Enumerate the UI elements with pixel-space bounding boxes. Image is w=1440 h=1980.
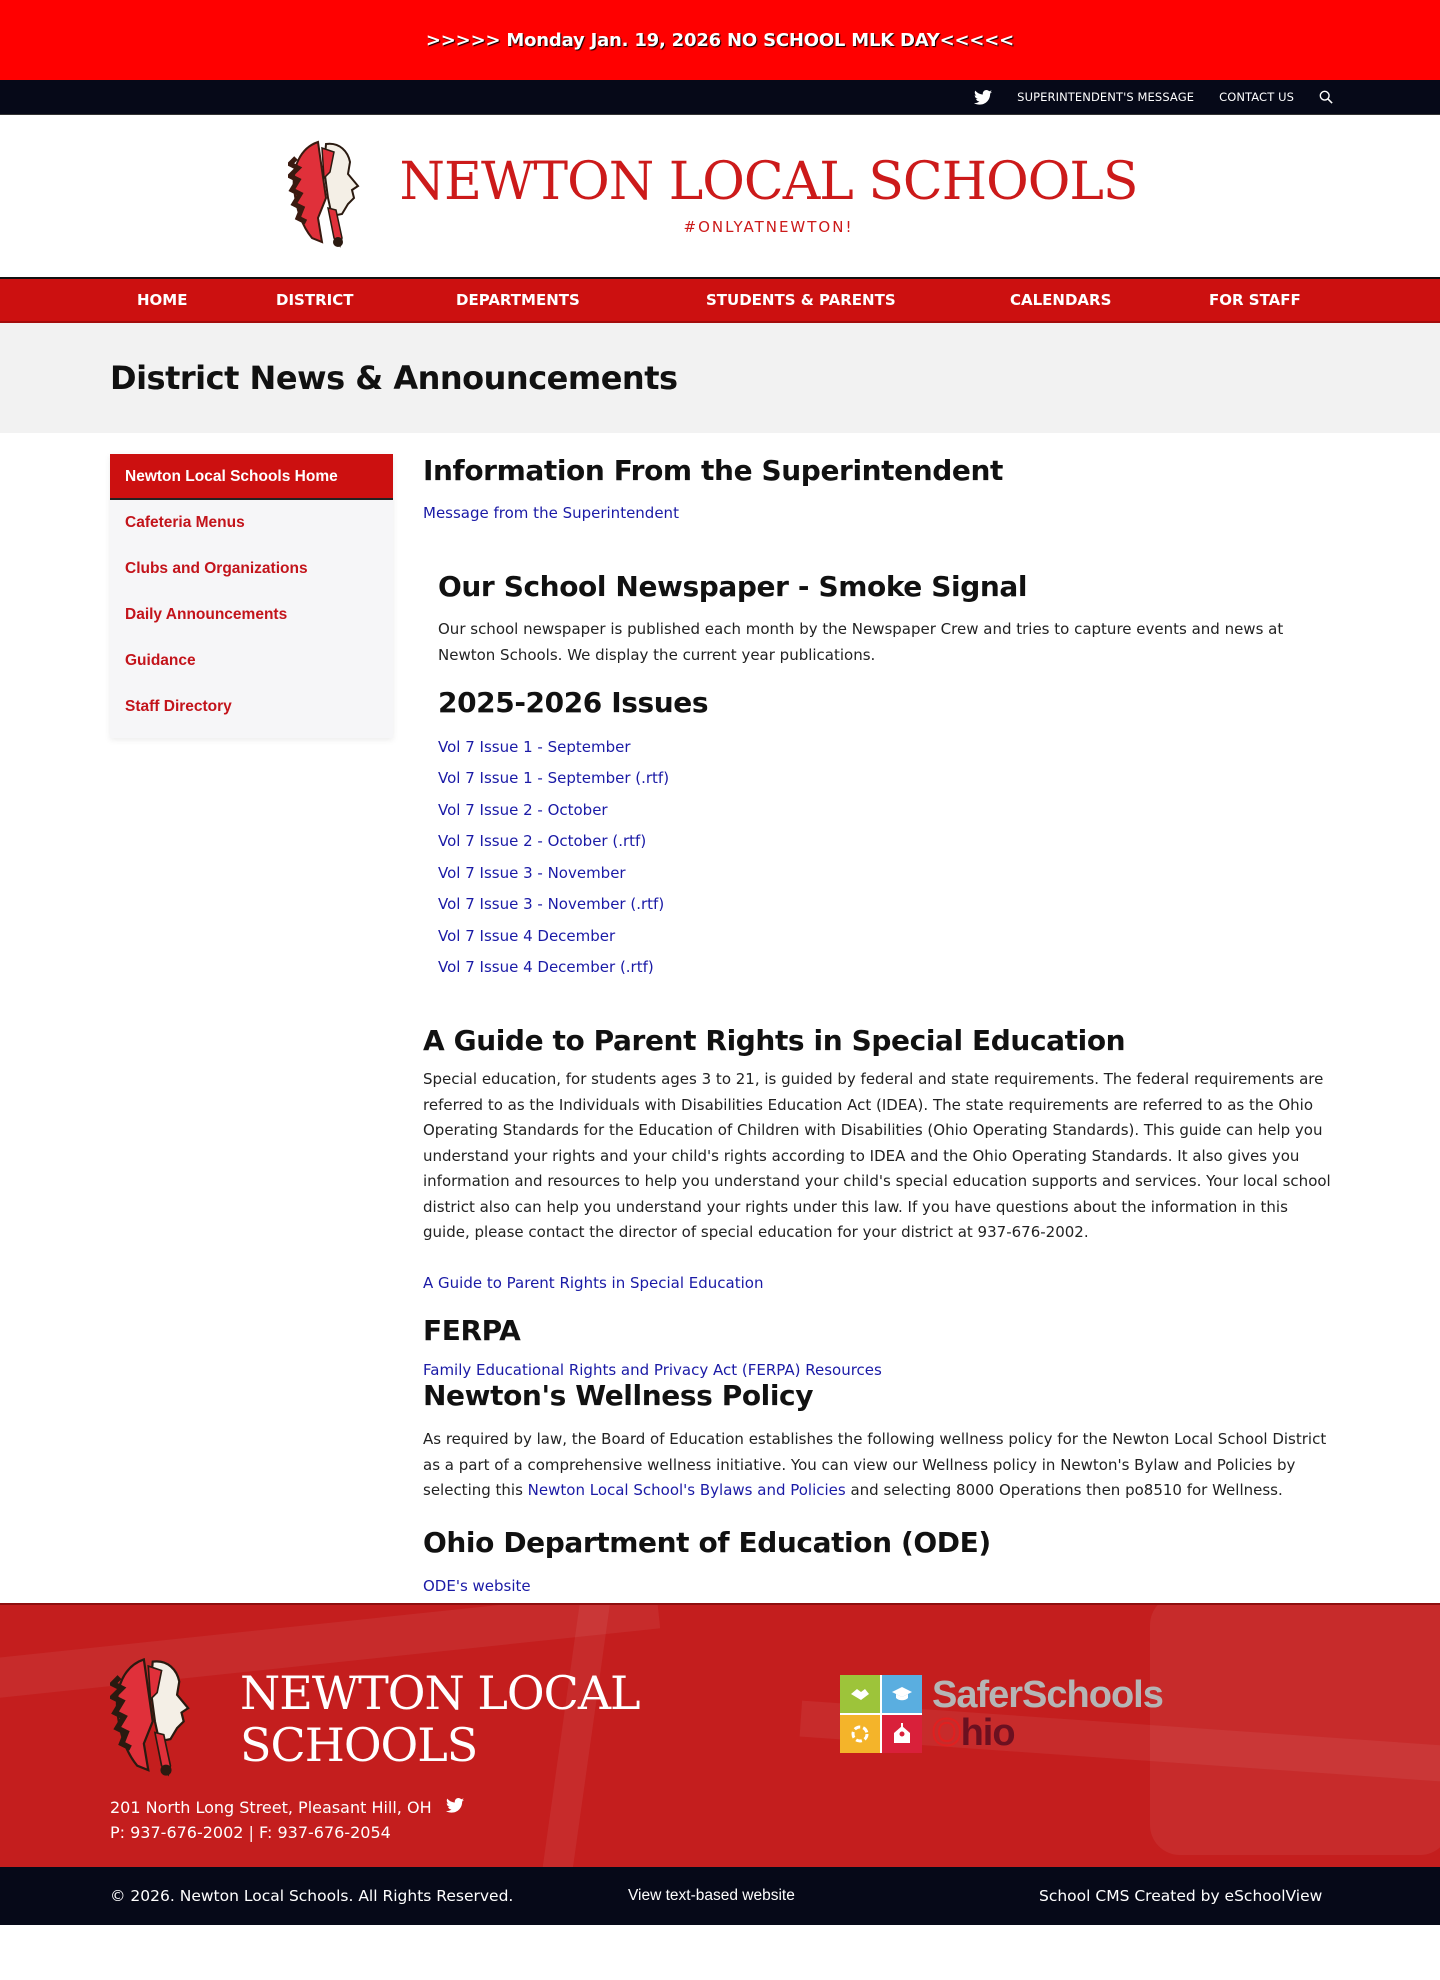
sidebar-item-staff-directory[interactable]: Staff Directory: [125, 698, 232, 715]
schoolhouse-icon: [882, 1715, 922, 1753]
nav-home[interactable]: HOME: [137, 291, 188, 309]
footer-title: [240, 1667, 640, 1771]
brand-header: [0, 115, 1440, 279]
nav-district[interactable]: DISTRICT: [276, 291, 354, 309]
footer-title-line1: NEWTON LOCAL: [240, 1666, 640, 1721]
footer-contact: [110, 1795, 432, 1845]
nav-calendars[interactable]: CALENDARS: [1010, 291, 1112, 309]
parent-rights-body: Special education, for students ages 3 to 21, is guided by federal and state requirements. The federal requirements are referred to as the Individuals with Disabilities Education Act (IDEA). The state requirements are referred to as the Ohio Operating Standards for the Education of Children with Disabilities (Ohio Operating Standards). This guide can help you understand your rights and your child's rights according to IDEA and the Ohio Operating Standards. It also gives you information and resources to help you understand your child's special education supports and services. Your local school district also can help you understand your rights under this law. If you have questions about the information in this guide, please contact the director of special education for your district at 937-676-2002.: [423, 1070, 1331, 1242]
issue-link[interactable]: Vol 7 Issue 3 - November: [438, 863, 626, 882]
home-logo-link[interactable]: [288, 138, 1138, 254]
footer: [0, 1603, 1440, 1867]
wellness-body: [423, 1427, 1338, 1504]
parent-rights-heading: A Guide to Parent Rights in Special Education: [423, 1023, 1126, 1057]
sidebar-item-cafeteria-menus[interactable]: Cafeteria Menus: [125, 514, 245, 531]
sidebar-nav: [110, 454, 393, 738]
wellness-section: [423, 1379, 1338, 1503]
alert-banner: [0, 0, 1440, 80]
safer-schools-wordmark: [932, 1674, 1163, 1755]
issue-link[interactable]: Vol 7 Issue 1 - September (.rtf): [438, 769, 670, 788]
footer-bg-decoration: [1150, 1603, 1440, 1855]
safer-schools-text: SaferSchools: [932, 1674, 1163, 1717]
utility-bar: [0, 80, 1440, 115]
wellness-body-text-end: and selecting 8000 Operations then po8510 for Wellness.: [845, 1481, 1283, 1500]
nav-students-parents[interactable]: STUDENTS & PARENTS: [706, 291, 896, 309]
nav-departments[interactable]: DEPARTMENTS: [456, 291, 580, 309]
content-area: [0, 433, 1440, 1599]
superintendent-message-link[interactable]: Message from the Superintendent: [423, 503, 679, 522]
newspaper-section: [423, 570, 1338, 984]
issue-link[interactable]: Vol 7 Issue 3 - November (.rtf): [438, 895, 665, 914]
issue-list: [438, 732, 1338, 984]
wellness-body-text: As required by law, the Board of Education establishes the following wellness policy for the Newton Local School District as a part of a comprehensive wellness initiative. You can view our Wellness policy in Newton's Bylaw and Policies by selecting this: [423, 1430, 1327, 1500]
page-title: District News & Announcements: [110, 359, 678, 397]
page-header: [0, 323, 1440, 433]
issues-heading: 2025-2026 Issues: [438, 686, 709, 720]
mascot-logo-icon: [288, 138, 388, 254]
sidebar-item-guidance[interactable]: Guidance: [125, 652, 196, 669]
footer-logo: [110, 1655, 640, 1783]
twitter-icon[interactable]: [446, 1798, 464, 1817]
handshake-icon: [840, 1675, 880, 1713]
superintendent-section: [423, 454, 1338, 522]
footer-title-line2: SCHOOLS: [240, 1718, 478, 1773]
ohio-rest: hio: [960, 1712, 1015, 1755]
sidebar-item-clubs[interactable]: Clubs and Organizations: [125, 560, 308, 577]
alert-text: >>>>> Monday Jan. 19, 2026 NO SCHOOL MLK DAY<<<<<: [425, 29, 1015, 51]
footer-phone: P: 937-676-2002 | F: 937-676-2054: [110, 1823, 391, 1843]
wellness-heading: Newton's Wellness Policy: [423, 1379, 814, 1413]
brand-title: NEWTON LOCAL SCHOOLS: [399, 152, 1138, 212]
ode-website-link[interactable]: ODE's website: [423, 1577, 531, 1596]
twitter-icon[interactable]: [974, 90, 992, 105]
parent-rights-section: [423, 1024, 1338, 1292]
copyright-text: © 2026. Newton Local Schools. All Rights Reserved.: [110, 1887, 514, 1906]
cycle-icon: [840, 1715, 880, 1753]
issue-link[interactable]: Vol 7 Issue 2 - October: [438, 800, 608, 819]
ohio-o-letter: O: [932, 1712, 961, 1755]
search-icon[interactable]: [1319, 90, 1333, 104]
text-based-website-link[interactable]: View text-based website: [628, 1887, 795, 1905]
sidebar-item-home[interactable]: Newton Local Schools Home: [110, 454, 393, 500]
ode-section: [423, 1526, 1338, 1596]
issue-link[interactable]: Vol 7 Issue 1 - September: [438, 737, 631, 756]
sidebar-item-daily-announcements[interactable]: Daily Announcements: [125, 606, 288, 623]
bylaws-policies-link[interactable]: Newton Local School's Bylaws and Policies: [527, 1481, 846, 1500]
issue-link[interactable]: Vol 7 Issue 4 December (.rtf): [438, 958, 654, 977]
brand-tagline: #ONLYATNEWTON!: [683, 218, 854, 236]
contact-us-link[interactable]: CONTACT US: [1219, 90, 1294, 104]
ferpa-heading: FERPA: [423, 1313, 521, 1347]
footer-address: 201 North Long Street, Pleasant Hill, OH: [110, 1798, 432, 1818]
ferpa-section: [423, 1314, 1338, 1380]
safer-schools-logo: [840, 1675, 922, 1753]
ferpa-link[interactable]: Family Educational Rights and Privacy Act (FERPA) Resources: [423, 1361, 882, 1380]
eschoolview-credit-link[interactable]: School CMS Created by eSchoolView: [1039, 1887, 1323, 1906]
issue-link[interactable]: Vol 7 Issue 2 - October (.rtf): [438, 832, 647, 851]
main-nav: [0, 279, 1440, 323]
issue-link[interactable]: Vol 7 Issue 4 December: [438, 926, 616, 945]
mascot-logo-icon: [110, 1655, 222, 1783]
newspaper-description: Our school newspaper is published each month by the Newspaper Crew and tries to capture events and news at Newton Schools. We display the current year publications.: [438, 620, 1284, 664]
ohio-text: [932, 1712, 1163, 1755]
graduation-cap-icon: [882, 1675, 922, 1713]
parent-rights-link[interactable]: A Guide to Parent Rights in Special Education: [423, 1273, 764, 1292]
safer-schools-ohio-link[interactable]: [840, 1675, 1163, 1753]
newspaper-heading: Our School Newspaper - Smoke Signal: [438, 569, 1028, 603]
nav-for-staff[interactable]: FOR STAFF: [1209, 291, 1301, 309]
main-content: [423, 454, 1338, 1599]
superintendent-heading: Information From the Superintendent: [423, 454, 1004, 487]
superintendents-message-link[interactable]: SUPERINTENDENT'S MESSAGE: [1017, 90, 1195, 104]
ode-heading: Ohio Department of Education (ODE): [423, 1525, 991, 1559]
bottom-bar: [0, 1867, 1440, 1925]
